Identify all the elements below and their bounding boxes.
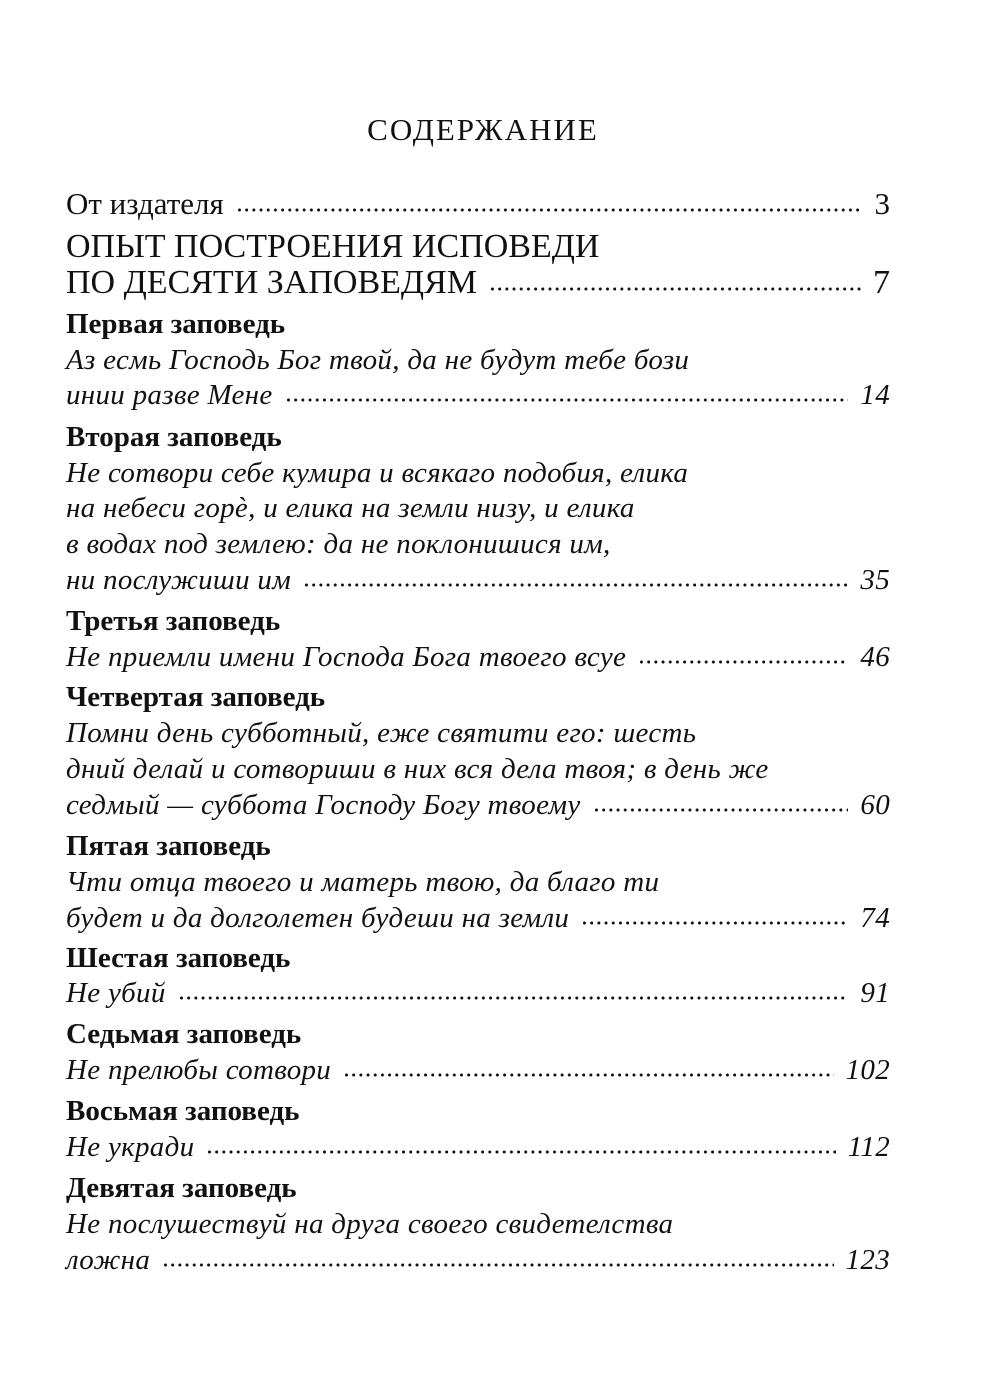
page-number: 60 <box>860 789 890 821</box>
dot-leader <box>583 921 848 925</box>
toc-entry-commandment-3[interactable] <box>66 641 890 674</box>
page-number: 46 <box>860 641 890 673</box>
toc-entry-commandment-1[interactable] <box>66 379 890 412</box>
page-number: 35 <box>860 564 890 596</box>
commandment-heading: Третья заповедь <box>66 605 281 637</box>
dot-leader <box>180 996 849 1000</box>
commandment-heading: Восьмая заповедь <box>66 1095 300 1127</box>
entry-label: ни послужиши им <box>66 564 292 596</box>
dot-leader <box>208 1150 835 1154</box>
dot-leader <box>238 208 863 212</box>
page-number: 102 <box>845 1054 890 1086</box>
entry-label: ложна <box>66 1244 151 1276</box>
dot-leader <box>345 1073 833 1077</box>
entry-label: Не приемли имени Господа Бога твоего всуе <box>66 641 627 673</box>
toc-entry-commandment-9[interactable] <box>66 1244 890 1277</box>
toc-entry-commandment-2[interactable] <box>66 564 890 597</box>
toc-entry-commandment-5[interactable] <box>66 902 890 935</box>
dot-leader <box>640 660 848 664</box>
section-title-line-1: ОПЫТ ПОСТРОЕНИЯ ИСПОВЕДИ <box>66 228 600 265</box>
page-title: СОДЕРЖАНИЕ <box>367 112 599 147</box>
toc-entry-section[interactable] <box>66 264 890 302</box>
entry-label: От издателя <box>66 186 224 221</box>
toc-entry-intro[interactable] <box>66 186 890 222</box>
section-title-line-2: ПО ДЕСЯТИ ЗАПОВЕДЯМ <box>66 264 477 301</box>
toc-entry-commandment-7[interactable] <box>66 1054 890 1087</box>
page-number: 7 <box>873 264 890 301</box>
commandment-text-line: Чти отца твоего и матерь твою, да благо ти <box>66 866 660 898</box>
page-number: 14 <box>860 379 890 411</box>
entry-label: инии разве Мене <box>66 379 273 411</box>
entry-label: Не прелюбы сотвори <box>66 1054 332 1086</box>
entry-label: будет и да долголетен будеши на земли <box>66 902 570 934</box>
commandment-text-line: на небеси горѐ, и елика на земли низу, и елика <box>66 492 635 524</box>
commandment-text-line: дний делай и сотвориши в них вся дела твоя; в день же <box>66 753 769 785</box>
toc-entry-commandment-4[interactable] <box>66 789 890 822</box>
commandment-text-line: Не послушествуй на друга своего свидетелства <box>66 1208 674 1240</box>
dot-leader <box>287 398 849 402</box>
commandment-text-line: Аз есмь Господь Бог твой, да не будут тебе бози <box>66 344 690 376</box>
commandment-heading: Четвертая заповедь <box>66 681 326 713</box>
entry-label: седмый — суббота Господу Богу твоему <box>66 789 581 821</box>
commandment-heading: Шестая заповедь <box>66 942 291 974</box>
page-number: 112 <box>847 1131 890 1163</box>
commandment-heading: Девятая заповедь <box>66 1172 297 1204</box>
commandment-text-line: Помни день субботный, еже святити его: шесть <box>66 717 697 749</box>
dot-leader <box>595 808 849 812</box>
page-number: 91 <box>860 977 890 1009</box>
dot-leader <box>164 1263 833 1267</box>
toc-entry-commandment-8[interactable] <box>66 1131 890 1164</box>
commandment-text-line: Не сотвори себе кумира и всякаго подобия, елика <box>66 457 689 489</box>
commandment-heading: Первая заповедь <box>66 308 286 340</box>
commandment-heading: Пятая заповедь <box>66 830 271 862</box>
toc-entry-commandment-6[interactable] <box>66 977 890 1010</box>
commandment-heading: Вторая заповедь <box>66 421 282 453</box>
dot-leader <box>491 287 861 291</box>
entry-label: Не убий <box>66 977 166 1009</box>
page-number: 3 <box>874 186 890 221</box>
entry-label: Не укради <box>66 1131 195 1163</box>
commandment-text-line: в водах под землею: да не поклонишися им, <box>66 528 611 560</box>
commandment-heading: Седьмая заповедь <box>66 1018 302 1050</box>
dot-leader <box>305 583 848 587</box>
page-number: 74 <box>860 902 890 934</box>
page-number: 123 <box>845 1244 890 1276</box>
